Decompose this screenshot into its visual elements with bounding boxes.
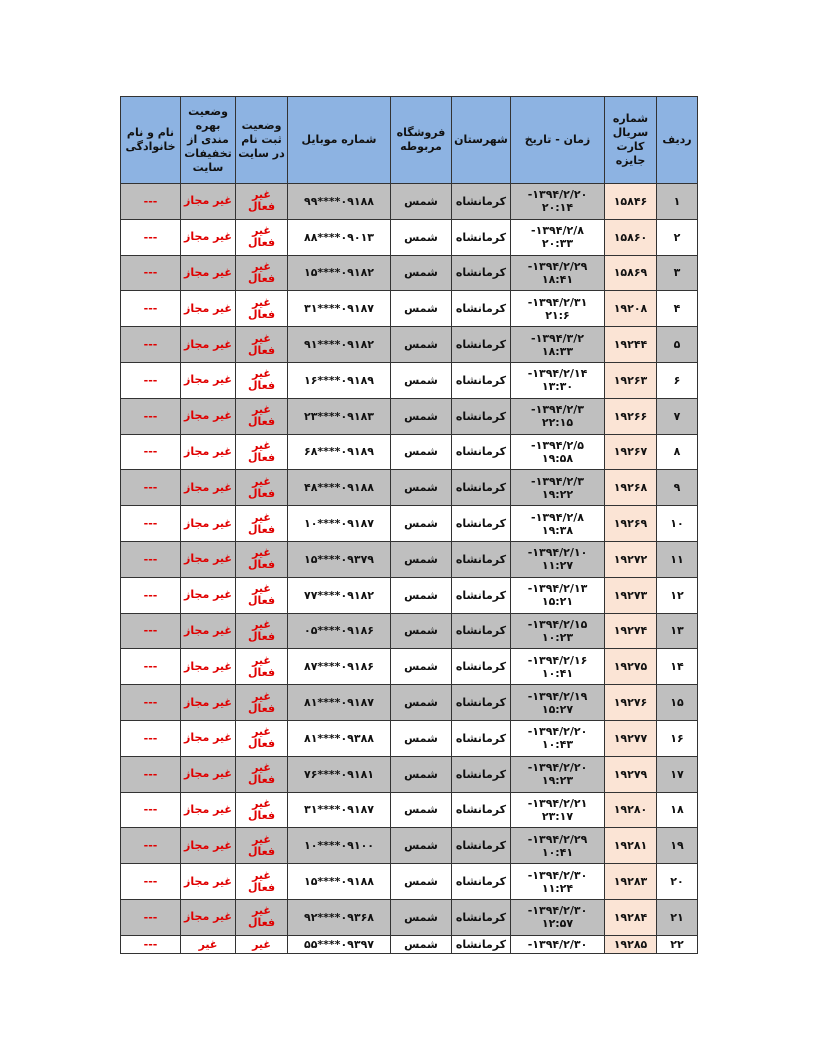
datetime-cell: [511, 470, 605, 506]
table-row: [121, 864, 698, 900]
serial-cell: ۱۵۸۴۶: [605, 184, 657, 220]
time-text: ۱۹:۲۳: [541, 774, 574, 788]
datetime-cell: [511, 649, 605, 685]
city-cell: کرمانشاه: [452, 864, 511, 900]
row-number-cell: ۷: [657, 398, 698, 434]
store-cell: شمس: [391, 899, 452, 935]
row-number-cell: ۳: [657, 255, 698, 291]
benefit-status-cell: غیر مجاز: [181, 470, 236, 506]
time-text: ۱۸:۴۱: [541, 272, 574, 286]
date-text: ۱۳۹۴/۲/۵-: [531, 438, 584, 452]
row-number-cell: ۲۲: [657, 935, 698, 953]
time-text: ۱۱:۲۴: [541, 881, 574, 895]
time-text: ۲۰:۳۳: [541, 237, 574, 251]
city-cell: کرمانشاه: [452, 899, 511, 935]
table-row: [121, 649, 698, 685]
mobile-cell: ۰۹۱۸۲****۹۱: [288, 327, 391, 363]
city-cell: کرمانشاه: [452, 935, 511, 953]
header-datetime: زمان - تاریخ: [511, 97, 605, 184]
table-row: [121, 291, 698, 327]
full-name-cell: ---: [121, 613, 181, 649]
time-text: ۲۱:۶: [545, 308, 570, 322]
table-row: [121, 899, 698, 935]
row-number-cell: ۱۰: [657, 506, 698, 542]
datetime-cell: [511, 255, 605, 291]
city-cell: کرمانشاه: [452, 792, 511, 828]
registration-status-cell: غیر فعال: [236, 470, 288, 506]
row-number-cell: ۱۷: [657, 756, 698, 792]
date-text: ۱۳۹۴/۲/۸-: [531, 224, 584, 238]
benefit-status-cell: غیر مجاز: [181, 541, 236, 577]
registration-status-cell: غیر فعال: [236, 434, 288, 470]
table-row: [121, 756, 698, 792]
full-name-cell: ---: [121, 792, 181, 828]
date-text: ۱۳۹۴/۲/۸-: [531, 510, 584, 524]
date-text: ۱۳۹۴/۲/۱۳-: [527, 582, 588, 596]
benefit-status-cell: غیر مجاز: [181, 685, 236, 721]
registration-status-cell: غیر فعال: [236, 327, 288, 363]
serial-cell: ۱۹۲۷۴: [605, 613, 657, 649]
full-name-cell: ---: [121, 398, 181, 434]
mobile-cell: ۰۹۱۸۲****۱۵: [288, 255, 391, 291]
city-cell: کرمانشاه: [452, 184, 511, 220]
registration-status-cell: غیر فعال: [236, 541, 288, 577]
row-number-cell: ۱: [657, 184, 698, 220]
registration-status-cell: غیر فعال: [236, 864, 288, 900]
store-cell: شمس: [391, 362, 452, 398]
date-text: ۱۳۹۴/۲/۲۰-: [527, 725, 588, 739]
city-cell: کرمانشاه: [452, 613, 511, 649]
benefit-status-cell: غیر مجاز: [181, 327, 236, 363]
city-cell: کرمانشاه: [452, 506, 511, 542]
mobile-cell: ۰۹۱۸۸****۴۸: [288, 470, 391, 506]
mobile-cell: ۰۹۱۸۷****۱۰: [288, 506, 391, 542]
city-cell: کرمانشاه: [452, 649, 511, 685]
serial-cell: ۱۹۲۶۳: [605, 362, 657, 398]
table-row: [121, 398, 698, 434]
time-text: ۲۳:۱۷: [541, 809, 574, 823]
city-cell: کرمانشاه: [452, 470, 511, 506]
table-header-row: [121, 97, 698, 184]
date-text: ۱۳۹۴/۳/۲-: [531, 331, 584, 345]
benefit-status-cell: غیر مجاز: [181, 219, 236, 255]
store-cell: شمس: [391, 327, 452, 363]
date-text: ۱۳۹۴/۲/۲۹-: [527, 259, 588, 273]
registration-status-cell: غیر فعال: [236, 756, 288, 792]
full-name-cell: ---: [121, 541, 181, 577]
time-text: ۱۰:۴۳: [541, 738, 574, 752]
table-row: [121, 792, 698, 828]
table-row: [121, 935, 698, 953]
city-cell: کرمانشاه: [452, 255, 511, 291]
serial-cell: ۱۹۲۷۳: [605, 577, 657, 613]
registration-status-cell: غیر فعال: [236, 398, 288, 434]
benefit-status-cell: غیر مجاز: [181, 613, 236, 649]
full-name-cell: ---: [121, 720, 181, 756]
datetime-cell: [511, 828, 605, 864]
registration-status-cell: غیر فعال: [236, 828, 288, 864]
table-row: [121, 685, 698, 721]
time-text: ۱۵:۲۷: [541, 702, 574, 716]
serial-cell: ۱۵۸۶۰: [605, 219, 657, 255]
time-text: ۱۱:۲۷: [541, 559, 574, 573]
time-text: ۱۵:۲۱: [541, 595, 574, 609]
row-number-cell: ۲۱: [657, 899, 698, 935]
table-row: [121, 577, 698, 613]
datetime-cell: [511, 685, 605, 721]
table-row: [121, 184, 698, 220]
store-cell: شمس: [391, 864, 452, 900]
registration-status-cell: غیر فعال: [236, 577, 288, 613]
datetime-cell: [511, 398, 605, 434]
city-cell: کرمانشاه: [452, 720, 511, 756]
benefit-status-cell: غیر مجاز: [181, 828, 236, 864]
benefit-status-cell: غیر مجاز: [181, 398, 236, 434]
table-body: [121, 184, 698, 954]
registration-status-cell: غیر فعال: [236, 184, 288, 220]
mobile-cell: ۰۹۳۹۷****۵۵: [288, 935, 391, 953]
date-text: ۱۳۹۴/۲/۱۵-: [527, 617, 588, 631]
header-benefit-status: وضعیت بهره مندی از تخفیفات سایت: [181, 97, 236, 184]
benefit-status-cell: غیر مجاز: [181, 184, 236, 220]
datetime-cell: [511, 184, 605, 220]
store-cell: شمس: [391, 685, 452, 721]
serial-cell: ۱۹۲۶۶: [605, 398, 657, 434]
registration-status-cell: غیر فعال: [236, 506, 288, 542]
datetime-cell: [511, 327, 605, 363]
registration-status-cell: غیر فعال: [236, 649, 288, 685]
city-cell: کرمانشاه: [452, 219, 511, 255]
time-text: ۱۰:۴۱: [541, 666, 574, 680]
row-number-cell: ۸: [657, 434, 698, 470]
serial-cell: ۱۹۲۷۷: [605, 720, 657, 756]
mobile-cell: ۰۹۱۸۷****۳۱: [288, 792, 391, 828]
store-cell: شمس: [391, 828, 452, 864]
city-cell: کرمانشاه: [452, 828, 511, 864]
date-text: ۱۳۹۴/۲/۱۴-: [527, 367, 588, 381]
city-cell: کرمانشاه: [452, 291, 511, 327]
datetime-cell: [511, 899, 605, 935]
datetime-cell: [511, 506, 605, 542]
city-cell: کرمانشاه: [452, 327, 511, 363]
registration-status-cell: غیر فعال: [236, 291, 288, 327]
mobile-cell: ۰۹۱۸۹****۶۸: [288, 434, 391, 470]
store-cell: شمس: [391, 541, 452, 577]
store-cell: شمس: [391, 506, 452, 542]
time-text: ۱۹:۲۲: [541, 487, 574, 501]
datetime-cell: [511, 864, 605, 900]
serial-cell: ۱۹۲۷۲: [605, 541, 657, 577]
store-cell: شمس: [391, 756, 452, 792]
table-row: [121, 613, 698, 649]
full-name-cell: ---: [121, 470, 181, 506]
time-text: ۱۸:۳۳: [541, 344, 574, 358]
table-row: [121, 219, 698, 255]
store-cell: شمس: [391, 613, 452, 649]
full-name-cell: ---: [121, 756, 181, 792]
full-name-cell: ---: [121, 327, 181, 363]
date-text: ۱۳۹۴/۲/۳۱-: [527, 295, 588, 309]
full-name-cell: ---: [121, 434, 181, 470]
serial-cell: ۱۵۸۶۹: [605, 255, 657, 291]
row-number-cell: ۱۶: [657, 720, 698, 756]
mobile-cell: ۰۹۱۸۸****۱۵: [288, 864, 391, 900]
header-full-name: نام و نام خانوادگی: [121, 97, 181, 184]
row-number-cell: ۱۵: [657, 685, 698, 721]
time-text: ۲۰:۱۴: [541, 201, 574, 215]
datetime-cell: [511, 434, 605, 470]
serial-cell: ۱۹۲۷۶: [605, 685, 657, 721]
table-row: [121, 828, 698, 864]
registration-status-cell: غیر فعال: [236, 720, 288, 756]
store-cell: شمس: [391, 184, 452, 220]
full-name-cell: ---: [121, 828, 181, 864]
serial-cell: ۱۹۲۴۴: [605, 327, 657, 363]
datetime-cell: [511, 613, 605, 649]
datetime-cell: [511, 577, 605, 613]
header-serial: شماره سریال کارت جایزه: [605, 97, 657, 184]
date-text: ۱۳۹۴/۲/۳۰-: [527, 868, 588, 882]
serial-cell: ۱۹۲۰۸: [605, 291, 657, 327]
datetime-cell: [511, 756, 605, 792]
datetime-cell: [511, 291, 605, 327]
date-text: ۱۳۹۴/۲/۲۹-: [527, 832, 588, 846]
full-name-cell: ---: [121, 935, 181, 953]
store-cell: شمس: [391, 470, 452, 506]
city-cell: کرمانشاه: [452, 434, 511, 470]
full-name-cell: ---: [121, 291, 181, 327]
city-cell: کرمانشاه: [452, 577, 511, 613]
benefit-status-cell: غیر مجاز: [181, 864, 236, 900]
time-text: ۱۹:۵۸: [541, 451, 574, 465]
serial-cell: ۱۹۲۶۷: [605, 434, 657, 470]
full-name-cell: ---: [121, 219, 181, 255]
time-text: ۱۹:۳۸: [541, 523, 574, 537]
header-mobile: شماره موبایل: [288, 97, 391, 184]
date-text: ۱۳۹۴/۲/۳۰-: [527, 904, 588, 918]
full-name-cell: ---: [121, 649, 181, 685]
row-number-cell: ۱۲: [657, 577, 698, 613]
mobile-cell: ۰۹۱۸۹****۱۶: [288, 362, 391, 398]
table-row: [121, 434, 698, 470]
header-row-number: ردیف: [657, 97, 698, 184]
row-number-cell: ۶: [657, 362, 698, 398]
time-text: ۲۲:۱۵: [541, 416, 574, 430]
benefit-status-cell: غیر مجاز: [181, 649, 236, 685]
mobile-cell: ۰۹۳۶۸****۹۲: [288, 899, 391, 935]
store-cell: شمس: [391, 219, 452, 255]
table-row: [121, 470, 698, 506]
registration-status-cell: غیر فعال: [236, 362, 288, 398]
serial-cell: ۱۹۲۶۸: [605, 470, 657, 506]
datetime-cell: [511, 935, 605, 953]
time-text: ۱۳:۳۰: [541, 380, 574, 394]
benefit-status-cell: غیر مجاز: [181, 291, 236, 327]
prize-card-table: [120, 96, 698, 954]
store-cell: شمس: [391, 792, 452, 828]
mobile-cell: ۰۹۱۸۸****۹۹: [288, 184, 391, 220]
header-store: فروشگاه مربوطه: [391, 97, 452, 184]
mobile-cell: ۰۹۱۸۶****۸۷: [288, 649, 391, 685]
serial-cell: ۱۹۲۸۰: [605, 792, 657, 828]
benefit-status-cell: غیر مجاز: [181, 362, 236, 398]
row-number-cell: ۴: [657, 291, 698, 327]
store-cell: شمس: [391, 255, 452, 291]
full-name-cell: ---: [121, 685, 181, 721]
store-cell: شمس: [391, 935, 452, 953]
mobile-cell: ۰۹۰۱۳****۸۸: [288, 219, 391, 255]
registration-status-cell: غیر فعال: [236, 899, 288, 935]
full-name-cell: ---: [121, 577, 181, 613]
mobile-cell: ۰۹۱۸۶****۰۵: [288, 613, 391, 649]
table-row: [121, 327, 698, 363]
date-text: ۱۳۹۴/۲/۱۹-: [527, 689, 588, 703]
serial-cell: ۱۹۲۷۵: [605, 649, 657, 685]
header-registration-status: وضعیت ثبت نام در سایت: [236, 97, 288, 184]
mobile-cell: ۰۹۱۸۷****۸۱: [288, 685, 391, 721]
date-text: ۱۳۹۴/۲/۳-: [531, 403, 584, 417]
city-cell: کرمانشاه: [452, 541, 511, 577]
table-row: [121, 255, 698, 291]
store-cell: شمس: [391, 577, 452, 613]
registration-status-cell: غیر: [236, 935, 288, 953]
full-name-cell: ---: [121, 362, 181, 398]
store-cell: شمس: [391, 398, 452, 434]
row-number-cell: ۲۰: [657, 864, 698, 900]
date-text: ۱۳۹۴/۲/۱۰-: [527, 546, 588, 560]
city-cell: کرمانشاه: [452, 685, 511, 721]
store-cell: شمس: [391, 720, 452, 756]
datetime-cell: [511, 720, 605, 756]
row-number-cell: ۱۱: [657, 541, 698, 577]
store-cell: شمس: [391, 434, 452, 470]
full-name-cell: ---: [121, 899, 181, 935]
serial-cell: ۱۹۲۸۴: [605, 899, 657, 935]
full-name-cell: ---: [121, 864, 181, 900]
mobile-cell: ۰۹۱۸۲****۷۷: [288, 577, 391, 613]
row-number-cell: ۹: [657, 470, 698, 506]
benefit-status-cell: غیر مجاز: [181, 720, 236, 756]
mobile-cell: ۰۹۳۷۹****۱۵: [288, 541, 391, 577]
serial-cell: ۱۹۲۸۱: [605, 828, 657, 864]
datetime-cell: [511, 792, 605, 828]
datetime-cell: [511, 541, 605, 577]
row-number-cell: ۲: [657, 219, 698, 255]
serial-cell: ۱۹۲۶۹: [605, 506, 657, 542]
serial-cell: ۱۹۲۸۳: [605, 864, 657, 900]
time-text: ۱۲:۵۷: [541, 917, 574, 931]
table-row: [121, 362, 698, 398]
table-row: [121, 506, 698, 542]
registration-status-cell: غیر فعال: [236, 255, 288, 291]
date-text: ۱۳۹۴/۲/۲۰-: [527, 761, 588, 775]
benefit-status-cell: غیر مجاز: [181, 792, 236, 828]
serial-cell: ۱۹۲۷۹: [605, 756, 657, 792]
table-row: [121, 541, 698, 577]
benefit-status-cell: غیر مجاز: [181, 577, 236, 613]
date-text: ۱۳۹۴/۲/۲۰-: [527, 188, 588, 202]
mobile-cell: ۰۹۱۰۰****۱۰: [288, 828, 391, 864]
table-row: [121, 720, 698, 756]
benefit-status-cell: غیر مجاز: [181, 255, 236, 291]
city-cell: کرمانشاه: [452, 362, 511, 398]
registration-status-cell: غیر فعال: [236, 685, 288, 721]
mobile-cell: ۰۹۱۸۷****۳۱: [288, 291, 391, 327]
row-number-cell: ۱۹: [657, 828, 698, 864]
mobile-cell: ۰۹۱۸۱****۷۶: [288, 756, 391, 792]
row-number-cell: ۵: [657, 327, 698, 363]
mobile-cell: ۰۹۳۸۸****۸۱: [288, 720, 391, 756]
benefit-status-cell: غیر مجاز: [181, 899, 236, 935]
benefit-status-cell: غیر مجاز: [181, 434, 236, 470]
date-text: ۱۳۹۴/۲/۲۱-: [527, 796, 588, 810]
row-number-cell: ۱۳: [657, 613, 698, 649]
datetime-cell: [511, 219, 605, 255]
serial-cell: ۱۹۲۸۵: [605, 935, 657, 953]
store-cell: شمس: [391, 649, 452, 685]
full-name-cell: ---: [121, 255, 181, 291]
time-text: ۱۰:۲۳: [541, 630, 574, 644]
mobile-cell: ۰۹۱۸۳****۲۳: [288, 398, 391, 434]
date-text: ۱۳۹۴/۲/۱۶-: [527, 653, 588, 667]
benefit-status-cell: غیر مجاز: [181, 506, 236, 542]
date-text: ۱۳۹۴/۲/۳۰-: [527, 937, 588, 951]
city-cell: کرمانشاه: [452, 756, 511, 792]
benefit-status-cell: غیر مجاز: [181, 756, 236, 792]
header-city: شهرستان: [452, 97, 511, 184]
city-cell: کرمانشاه: [452, 398, 511, 434]
benefit-status-cell: غیر: [181, 935, 236, 953]
row-number-cell: ۱۸: [657, 792, 698, 828]
registration-status-cell: غیر فعال: [236, 219, 288, 255]
registration-status-cell: غیر فعال: [236, 792, 288, 828]
time-text: ۱۰:۴۱: [541, 845, 574, 859]
datetime-cell: [511, 362, 605, 398]
row-number-cell: ۱۴: [657, 649, 698, 685]
store-cell: شمس: [391, 291, 452, 327]
full-name-cell: ---: [121, 506, 181, 542]
date-text: ۱۳۹۴/۲/۳-: [531, 474, 584, 488]
full-name-cell: ---: [121, 184, 181, 220]
registration-status-cell: غیر فعال: [236, 613, 288, 649]
